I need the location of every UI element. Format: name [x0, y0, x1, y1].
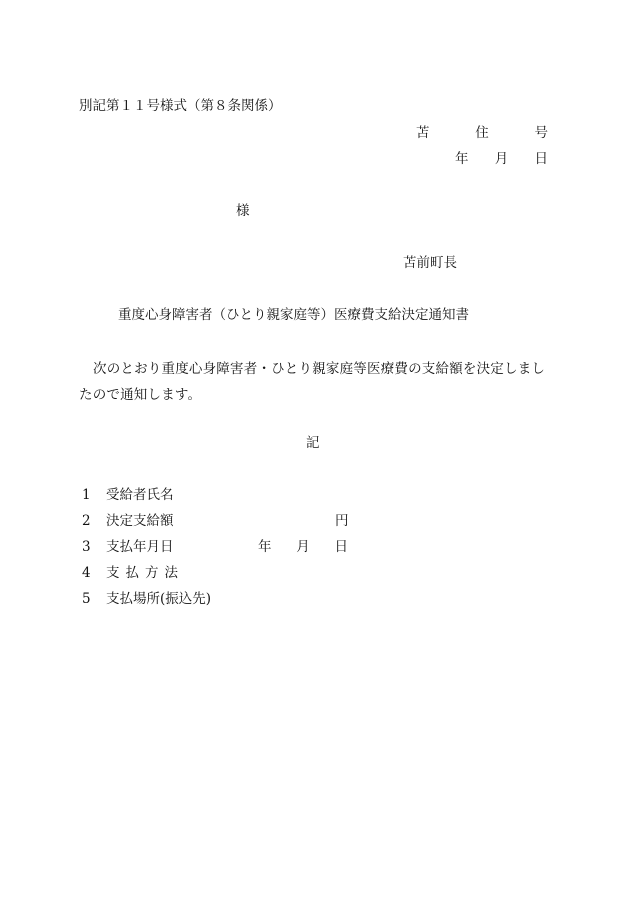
reference-number-line [416, 124, 548, 142]
item-label: 支払方法 [106, 565, 184, 581]
item-number: 4 [82, 565, 91, 581]
item-number: 5 [82, 591, 91, 607]
form-label: 別記第１１号様式（第８条関係） [79, 98, 282, 114]
list-item [0, 590, 630, 608]
item-label: 支払場所(振込先) [106, 591, 212, 607]
ref-suffix: 号 [534, 125, 548, 141]
yen-unit: 円 [335, 513, 349, 529]
item-label: 支払年月日 [106, 539, 174, 555]
payment-month: 月 [296, 539, 310, 555]
date-year: 年 [455, 151, 469, 167]
item-number: 1 [82, 487, 91, 503]
payment-day: 日 [334, 539, 348, 555]
document-title: 重度心身障害者（ひとり親家庭等）医療費支給決定通知書 [118, 307, 469, 323]
list-item [0, 512, 630, 530]
item-label: 受給者氏名 [106, 487, 174, 503]
payment-date-fields [258, 538, 348, 556]
ki-heading: 記 [306, 435, 320, 451]
item-number: 2 [82, 513, 91, 529]
date-day: 日 [534, 151, 548, 167]
ref-middle: 住 [475, 125, 489, 141]
sender-name: 苫前町長 [403, 255, 457, 271]
item-label: 決定支給額 [106, 513, 174, 529]
payment-year: 年 [258, 539, 272, 555]
issue-date-line [455, 150, 548, 168]
addressee-honorific: 様 [236, 203, 250, 219]
list-item [0, 486, 630, 504]
ref-prefix: 苫 [416, 125, 430, 141]
list-item [0, 564, 630, 582]
body-paragraph: 次のとおり重度心身障害者・ひとり親家庭等医療費の支給額を決定しましたので通知します。 [79, 361, 546, 403]
item-number: 3 [82, 539, 91, 555]
date-month: 月 [494, 151, 509, 167]
list-item [0, 538, 630, 556]
